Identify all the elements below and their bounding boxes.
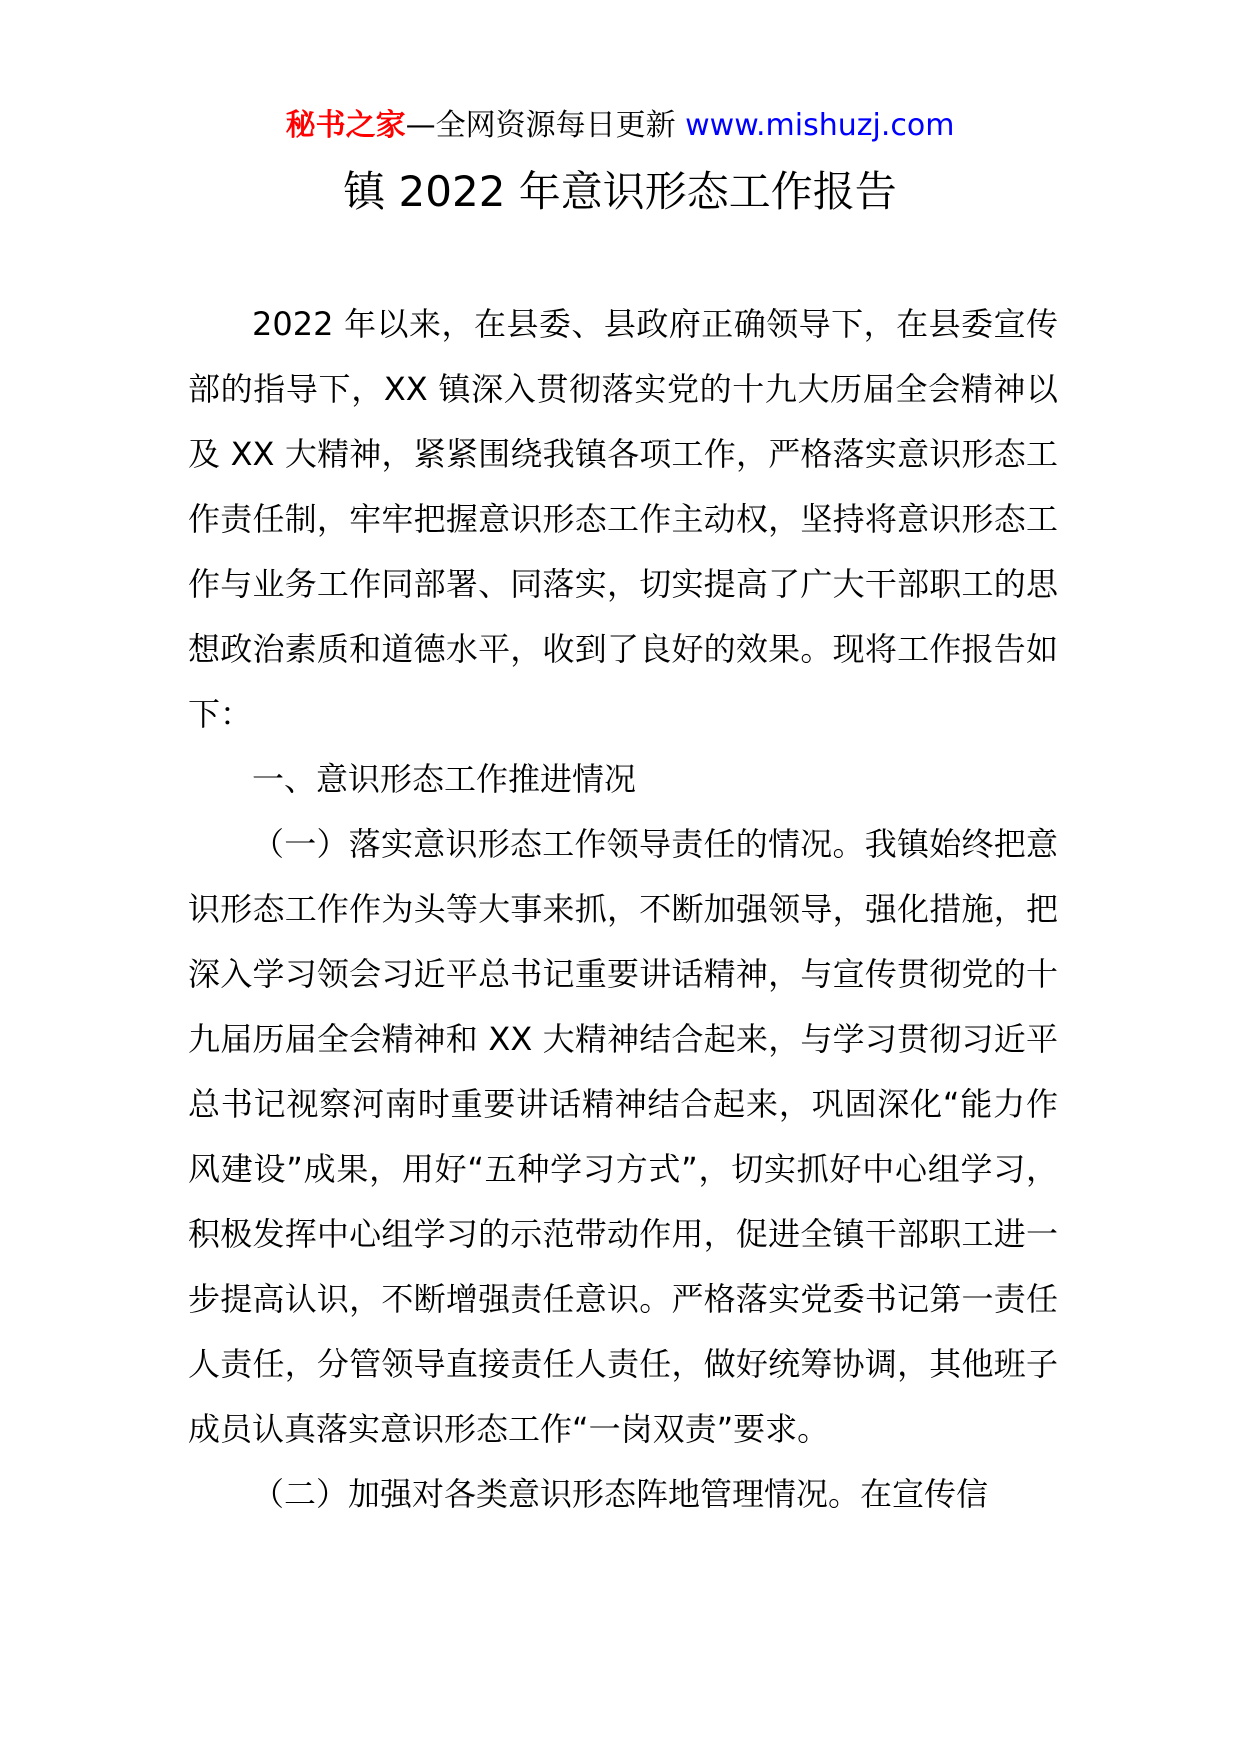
paragraph-section-1: （一）落实意识形态工作领导责任的情况。我镇始终把意识形态工作作为头等大事来抓，不断加强领导，强化措施，把深入学习领会习近平总书记重要讲话精神，与宣传贯彻党的十九届历届全会精神和 XX 大精神结合起来，与学习贯彻习近平总书记视察河南时重要讲话精神结合起来，巩固深化“能力作风建设”成果，用好“五种学习方式”，切实抓好中心组学习，积极发挥中心组学习的示范带动作用，促进全镇干部职工进一步提高认识，不断增强责任意识。严格落实党委书记第一责任人责任，分管领导直接责任人责任，做好统筹协调，其他班子成员认真落实意识形态工作“一岗双责”要求。 <box>188 825 1058 1448</box>
paragraph-section-2: （二）加强对各类意识形态阵地管理情况。在宣传信 <box>252 1475 989 1513</box>
section-heading: 一、意识形态工作推进情况 <box>252 760 637 798</box>
paragraph-intro: 2022 年以来，在县委、县政府正确领导下，在县委宣传部的指导下，XX 镇深入贯彻落实党的十九大历届全会精神以及 XX 大精神，紧紧围绕我镇各项工作，严格落实意识形态工作责任制，牢牢把握意识形态工作主动权，坚持将意识形态工作与业务工作同部署、同落实，切实提高了广大干部职工的思想政治素质和道德水平，收到了良好的效果。现将工作报告如下： <box>188 305 1058 733</box>
site-banner <box>0 100 1240 152</box>
document-title: 镇 2022 年意识形态工作报告 <box>343 167 897 216</box>
banner-tagline: —全网资源每日更新 <box>405 108 676 143</box>
site-link[interactable]: www.mishuzj.com <box>685 108 955 143</box>
document-body <box>188 292 1058 1527</box>
brand-name: 秘书之家 <box>285 108 406 143</box>
